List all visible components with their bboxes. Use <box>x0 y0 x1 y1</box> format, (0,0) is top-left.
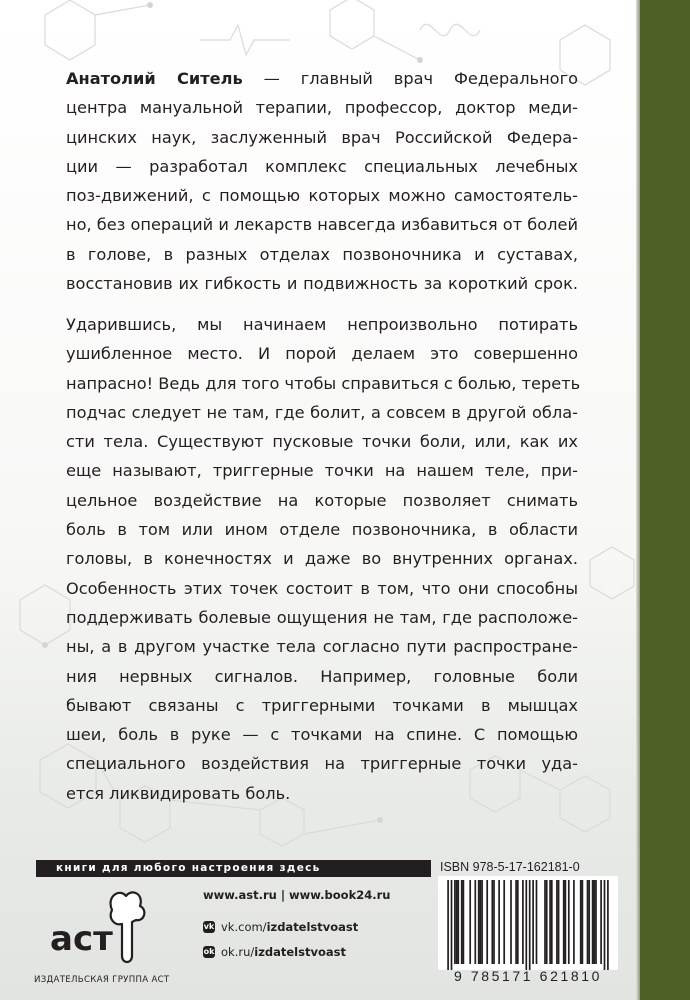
barcode-bar <box>595 880 597 964</box>
body-line: головы, в конечностях и даже во внутренних органах. <box>66 549 578 569</box>
body-line: ны, а в другом участке тела согласно пути распростране- <box>66 637 578 657</box>
intro-line: ции — разработал комплекс специальных лечебных <box>66 156 578 176</box>
barcode-bar <box>478 880 480 964</box>
vk-icon: vk <box>203 922 215 931</box>
barcode-bar <box>486 880 488 964</box>
body-line: напрасно! Ведь для того чтобы справиться с болью, тереть <box>66 373 581 393</box>
body-line: подчас следует не там, где болит, а совсем в другой обла- <box>66 402 578 422</box>
barcode-bar <box>573 880 575 964</box>
intro-line: центра мануальной терапии, профессор, доктор меди- <box>66 98 578 118</box>
publisher-name: ИЗДАТЕЛЬСКАЯ ГРУППА АСТ <box>34 975 170 985</box>
barcode-bar <box>474 880 476 964</box>
isbn-number: ISBN 978-5-17-162181-0 <box>440 860 580 874</box>
author-intro-paragraph <box>66 64 578 298</box>
barcode <box>438 876 618 970</box>
website-links[interactable]: www.ast.ru | www.book24.ru <box>203 888 391 902</box>
barcode-bar <box>565 880 567 964</box>
barcode-bar <box>498 880 500 964</box>
body-line: Особенность этих точек состоит в том, что они способны <box>66 578 578 598</box>
vk-link[interactable]: vk vk.com/ izdatelstvoast <box>203 920 359 934</box>
barcode-bar <box>568 880 570 964</box>
barcode-bar <box>536 880 538 964</box>
body-line: сти тела. Существуют пусковые точки боли, или, как их <box>66 432 578 452</box>
intro-line: восстановив их гибкость и подвижность за короткий срок. <box>66 274 578 294</box>
barcode-bar <box>544 880 546 964</box>
barcode-bar <box>451 880 453 970</box>
barcode-bar <box>456 880 458 964</box>
body-line: Ударившись, мы начинаем непроизвольно потирать <box>66 315 578 334</box>
author-name: Анатолий Ситель <box>66 69 243 88</box>
intro-line: в голове, в разных отделах позвоночника и суставах, <box>66 244 578 264</box>
barcode-bar <box>491 880 493 964</box>
body-line: бывают связаны с триггерными точками в мышцах <box>66 695 578 715</box>
body-line: цельное воздействие на которые позволяет снимать <box>66 490 578 510</box>
barcode-bar <box>517 880 519 964</box>
barcode-digits: 9 785171 621810 <box>454 968 602 984</box>
intro-line: но, без операций и лекарств навсегда избавиться от болей <box>66 215 578 235</box>
intro-line: поз-движений, с помощью которых можно самостоятель- <box>66 186 578 206</box>
barcode-bar <box>457 880 459 964</box>
barcode-bar <box>563 880 565 964</box>
ast-logo <box>40 886 150 972</box>
body-line: ния нервных сигналов. Например, головные боли <box>66 666 578 686</box>
barcode-bar <box>469 880 471 964</box>
barcode-bar <box>607 880 609 970</box>
barcode-bar <box>551 880 553 964</box>
barcode-bar <box>463 880 465 964</box>
odnoklassniki-icon: ok <box>203 947 215 956</box>
barcode-bar <box>532 880 534 964</box>
book-spine <box>640 0 690 1000</box>
barcode-bar <box>556 880 558 964</box>
barcode-bar <box>593 880 595 964</box>
barcode-bar <box>480 880 482 964</box>
intro-line: цинских наук, заслуженный врач Российской Федера- <box>66 127 578 147</box>
barcode-bar <box>580 880 582 964</box>
body-line: боль в том или ином отделе позвоночника, в области <box>66 520 578 540</box>
barcode-bar <box>604 880 606 970</box>
barcode-bar <box>558 880 560 964</box>
body-line: поддерживать болевые ощущения не там, где расположе- <box>66 607 578 627</box>
ok-link[interactable]: ok ok.ru/ izdatelstvoast <box>203 945 346 959</box>
description-paragraph <box>66 310 581 808</box>
logo-text: аст <box>50 919 113 959</box>
body-line: ется ликвидировать боль. <box>66 783 291 803</box>
barcode-bar <box>525 880 527 970</box>
barcode-bar <box>592 880 594 964</box>
barcode-bar <box>481 880 483 964</box>
barcode-bar <box>549 880 551 964</box>
barcode-bars <box>438 876 618 970</box>
barcode-bar <box>447 880 449 970</box>
barcode-bar <box>493 880 495 964</box>
barcode-bar <box>600 880 602 964</box>
intro-line: Анатолий Ситель — главный врач Федерального <box>66 69 578 88</box>
barcode-bar <box>461 880 463 964</box>
barcode-bar <box>546 880 548 964</box>
body-line: ушибленное место. И порой делаем это совершенно <box>66 344 578 364</box>
barcode-bar <box>515 880 517 964</box>
body-line: еще называют, триггерные точки на нашем теле, при- <box>66 461 578 481</box>
barcode-bar <box>522 880 524 964</box>
barcode-bar <box>587 880 589 964</box>
barcode-bar <box>529 880 531 970</box>
barcode-bar <box>454 880 456 964</box>
body-line: специального воздействия на триггерные точки уда- <box>66 754 578 774</box>
barcode-bar <box>582 880 584 964</box>
slogan-strip: книги для любого настроения здесь <box>36 860 431 877</box>
barcode-bar <box>588 880 590 964</box>
body-line: шеи, боль в руке — с точками на спине. С помощью <box>66 725 578 745</box>
barcode-bar <box>510 880 512 964</box>
barcode-bar <box>503 880 505 964</box>
